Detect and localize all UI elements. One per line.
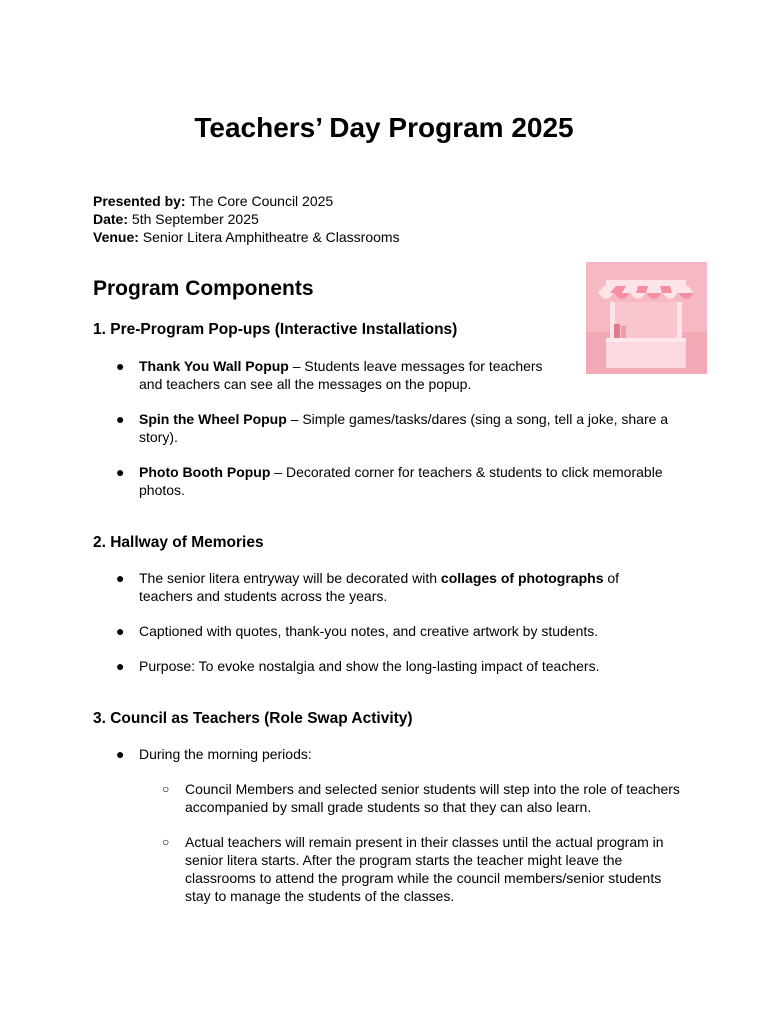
program-components-heading: Program Components [93,277,314,300]
bullet-icon: ● [116,570,125,586]
list-item [116,463,674,499]
list-item-bold: collages of photographs [440,570,604,586]
circle-bullet-icon: ○ [162,782,170,796]
date-label: Date: [93,211,129,227]
section-3-heading: 3. Council as Teachers (Role Swap Activity) [93,710,413,727]
section-1-heading: 1. Pre-Program Pop-ups (Interactive Installations) [93,321,458,338]
list-item-text: During the morning periods: [139,746,312,762]
event-meta [93,192,400,246]
bullet-icon: ● [116,658,125,674]
list-item [116,410,674,446]
date-line [93,210,400,228]
venue-line [93,228,400,246]
sub-list-item [162,780,680,816]
bullet-icon: ● [116,623,125,639]
list-item [116,622,674,640]
bullet-icon: ● [116,746,125,762]
sub-list-item [162,833,680,905]
list-item-bold: Spin the Wheel Popup [139,411,287,427]
date-value: 5th September 2025 [128,211,259,227]
venue-label: Venue: [93,229,139,245]
section-2-heading: 2. Hallway of Memories [93,534,264,551]
bullet-icon: ● [116,464,125,480]
list-item-text: – Decorated corner for teachers & students to click memorable photos. [139,464,663,498]
list-item-text: Council Members and selected senior students will step into the role of teachers accompanied by small grade students so that they can also learn. [185,781,680,815]
popup-booth-illustration [586,262,707,374]
presented-by-label: Presented by: [93,193,186,209]
list-item [116,357,554,393]
bullet-icon: ● [116,358,125,374]
list-item-text: The senior litera entryway will be decorated with [139,570,441,586]
list-item [116,657,674,675]
presented-by-value: The Core Council 2025 [185,193,334,209]
list-item-text: Purpose: To evoke nostalgia and show the long-lasting impact of teachers. [139,658,600,674]
list-item-text: – Students leave messages for teachers and teachers can see all the messages on the popup. [139,358,543,392]
list-item-text: of teachers and students across the years. [139,570,620,604]
list-item-text: – Simple games/tasks/dares (sing a song, tell a joke, share a story). [139,411,669,445]
list-item [116,569,674,605]
document-title: Teachers’ Day Program 2025 [194,112,574,143]
list-item-text: Actual teachers will remain present in their classes until the actual program in senior litera starts. After the program starts the teacher might leave the classrooms to attend the program while the council members/senior students stay to manage the students of the classes. [185,834,664,904]
list-item [116,745,674,763]
presented-by-line [93,192,400,210]
list-item-bold: Photo Booth Popup [139,464,271,480]
bullet-icon: ● [116,411,125,427]
list-item-bold: Thank You Wall Popup [139,358,289,374]
circle-bullet-icon: ○ [162,835,170,849]
venue-value: Senior Litera Amphitheatre & Classrooms [138,229,400,245]
list-item-text: Captioned with quotes, thank-you notes, and creative artwork by students. [139,623,599,639]
